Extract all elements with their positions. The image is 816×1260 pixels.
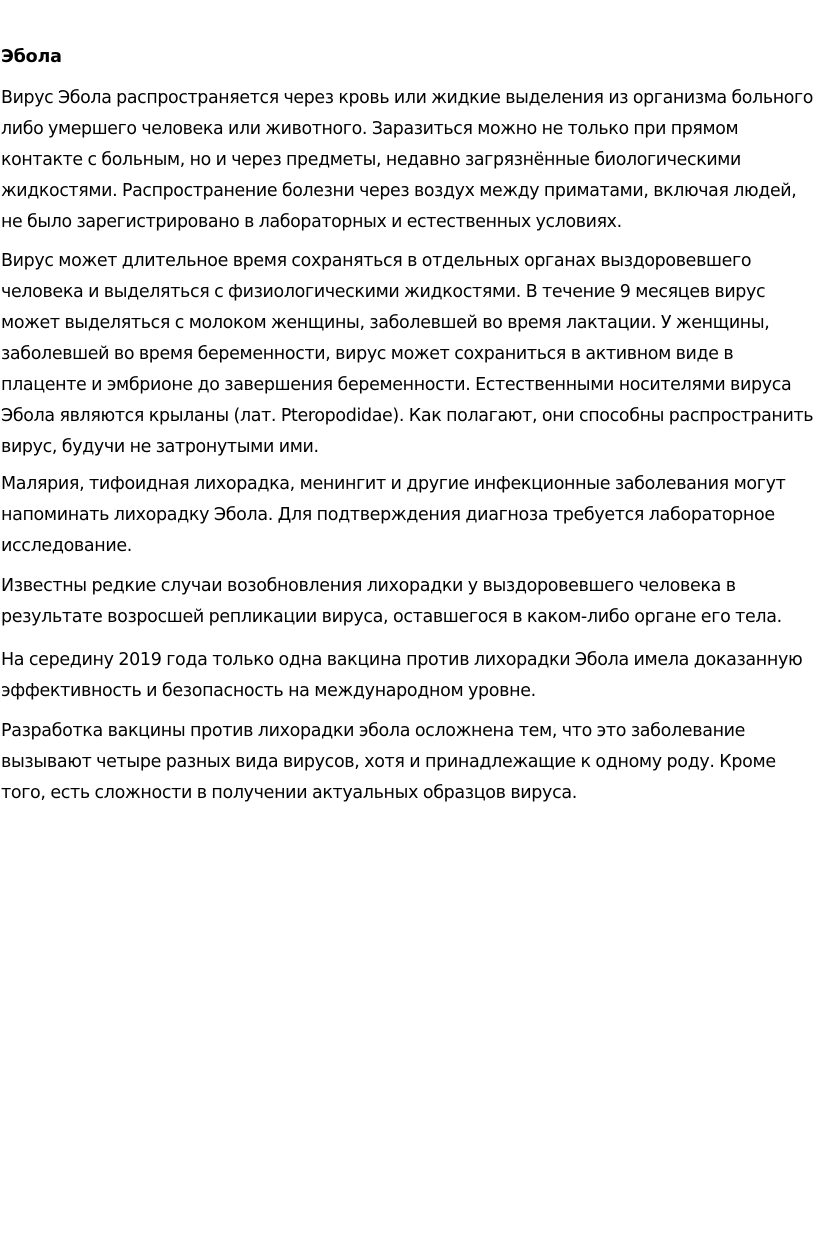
text-line: Малярия, тифоидная лихорадка, менингит и другие инфекционные заболевания могут — [1, 474, 786, 494]
paragraph-diagnosis — [1, 469, 813, 562]
text-line: напоминать лихорадку Эбола. Для подтверждения диагноза требуется лабораторное — [1, 505, 775, 525]
text-line: того, есть сложности в получении актуальных образцов вируса. — [1, 783, 577, 803]
text-line: плаценте и эмбрионе до завершения беременности. Естественными носителями вируса — [1, 375, 792, 395]
text-line: может выделяться с молоком женщины, заболевшей во время лактации. У женщины, — [1, 313, 770, 333]
text-line: На середину 2019 года только одна вакцина против лихорадки Эбола имела доказанную — [1, 650, 803, 670]
text-line: вызывают четыре разных вида вирусов, хотя и принадлежащие к одному роду. Кроме — [1, 752, 776, 772]
paragraph-transmission — [1, 83, 813, 238]
text-line: вирус, будучи не затронутыми ими. — [1, 437, 319, 457]
text-line: исследование. — [1, 536, 133, 556]
text-line: Эбола являются крыланы (лат. Pteropodidae). Как полагают, они способны распространить — [1, 406, 814, 426]
document-title: Эбола — [1, 47, 62, 67]
text-line: эффективность и безопасность на международном уровне. — [1, 681, 536, 701]
text-line: либо умершего человека или животного. Заразиться можно не только при прямом — [1, 119, 739, 139]
paragraph-relapse — [1, 571, 813, 633]
text-line: Вирус может длительное время сохраняться в отдельных органах выздоровевшего — [1, 251, 752, 271]
text-line: не было зарегистрировано в лабораторных и естественных условиях. — [1, 212, 622, 232]
text-line: контакте с больным, но и через предметы, недавно загрязнённые биологическими — [1, 150, 742, 170]
text-line: Разработка вакцины против лихорадки эбола осложнена тем, что это заболевание — [1, 721, 746, 741]
text-line: человека и выделяться с физиологическими жидкостями. В течение 9 месяцев вирус — [1, 282, 766, 302]
paragraph-persistence — [1, 246, 813, 463]
text-line: Вирус Эбола распространяется через кровь или жидкие выделения из организма больного — [1, 88, 814, 108]
text-line: жидкостями. Распространение болезни через воздух между приматами, включая людей, — [1, 181, 797, 201]
paragraph-vaccine-development — [1, 716, 813, 809]
text-line: заболевшей во время беременности, вирус может сохраниться в активном виде в — [1, 344, 734, 364]
text-line: результате возросшей репликации вируса, оставшегося в каком-либо органе его тела. — [1, 607, 782, 627]
paragraph-vaccine — [1, 645, 813, 707]
text-line: Известны редкие случаи возобновления лихорадки у выздоровевшего человека в — [1, 576, 736, 596]
